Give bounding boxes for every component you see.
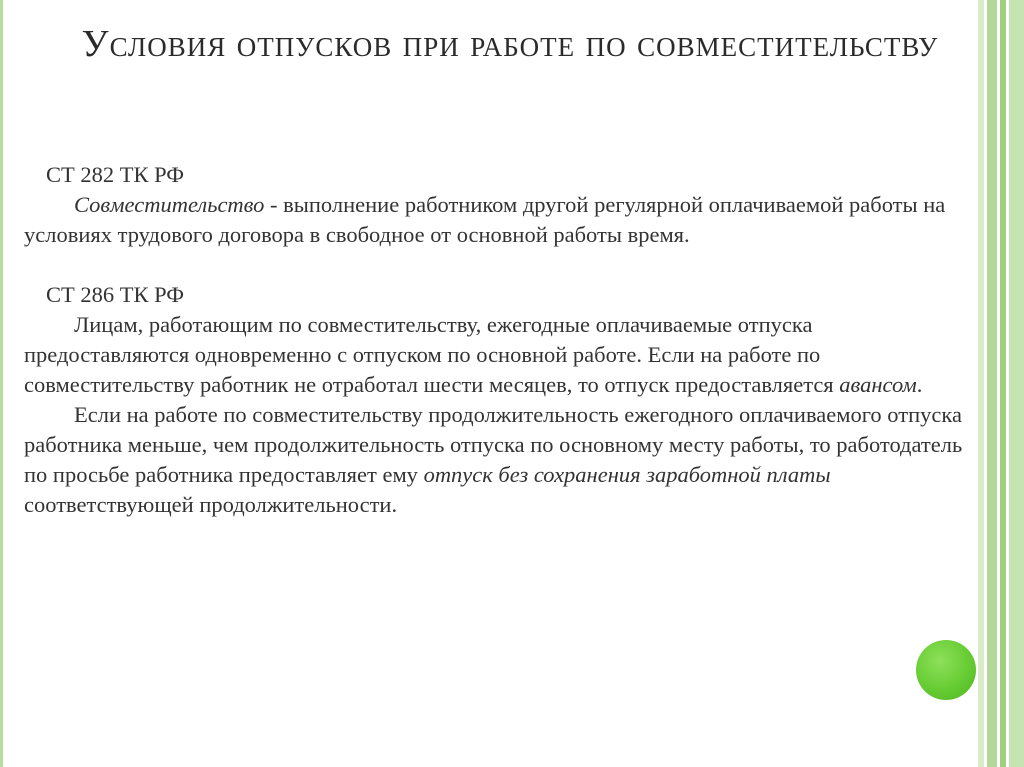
para2-end: соответствующей продолжительности. [24, 492, 398, 517]
spacer [24, 250, 964, 280]
vacation-paragraph-2 [24, 400, 964, 520]
para2-text: Если на работе по совместительству продолжительность ежегодного оплачиваемого отпуска работника меньше, чем продолжительность отпуска по основному месту работы, то работодатель по просьбе работника предоставляет ему [24, 402, 963, 487]
article-heading-286: СТ 286 ТК РФ [46, 282, 185, 307]
term-italic: Совместительство [74, 192, 265, 217]
para1-end: . [916, 372, 923, 397]
right-stripe [987, 0, 997, 767]
para1-italic: авансом [839, 372, 917, 397]
slide-title: Условия отпусков при работе по совместительству [81, 23, 939, 65]
para1-text: Лицам, работающим по совместительству, ежегодные оплачиваемые отпуска предоставляются одновременно с отпуском по основной работе. Если на работе по совместительству работник не отработал шести месяцев, то отпуск предоставляется [24, 312, 840, 397]
right-stripe [1009, 0, 1024, 767]
definition-paragraph [24, 190, 964, 250]
article-heading-282: СТ 282 ТК РФ [46, 162, 185, 187]
left-border [0, 0, 3, 767]
definition-text: - выполнение работником другой регулярной оплачиваемой работы на условиях трудового договора в свободное от основной работы время. [24, 192, 946, 247]
slide-body [24, 160, 964, 520]
vacation-paragraph-1 [24, 310, 964, 400]
para2-italic: отпуск без сохранения заработной платы [423, 462, 831, 487]
green-circle-decoration [916, 640, 976, 700]
